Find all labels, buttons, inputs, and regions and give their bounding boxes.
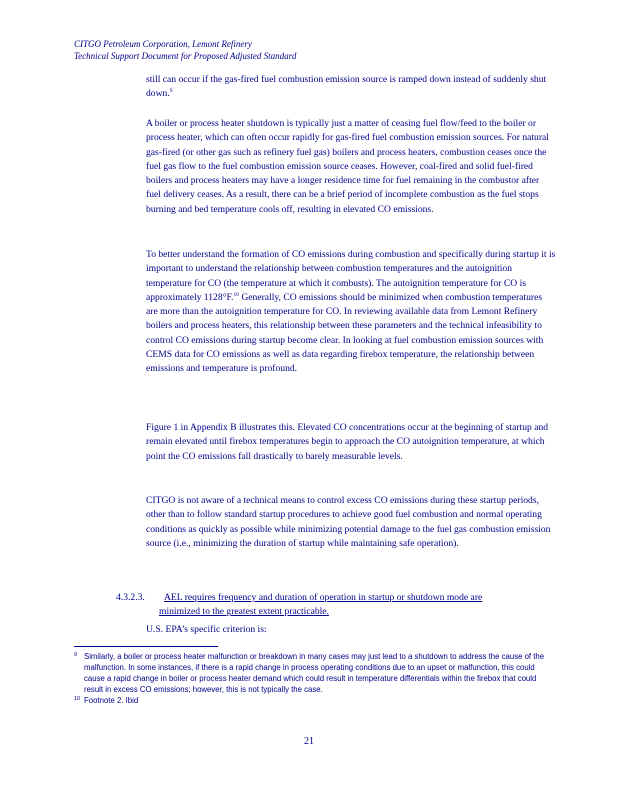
footnotes — [74, 651, 546, 706]
section-number: 4.3.2.3. — [116, 592, 145, 603]
section-title-continued: minimized to the greatest extent practicable. — [159, 606, 329, 618]
footnote-number: 9 — [74, 652, 78, 658]
footnote-item — [74, 651, 546, 695]
paragraph-text: still can occur if the gas-fired fuel combustion emission source is ramped down instead of suddenly shut down. — [146, 74, 547, 100]
footnote-ref-9[interactable]: 9 — [169, 88, 173, 95]
paragraph-text: Generally, CO emissions should be minimized when combustion temperatures are more than the autoignition temperature for CO. In reviewing available data from Lemont Refinery boilers and process heaters, this relationship between these parameters and the technical infeasibility to control CO emissions during startup become clear. In looking at fuel combustion emission sources with CEMS data for CO emissions as well as data regarding firebox temperature, the relationship between emissions and temperature is profound. — [146, 291, 544, 375]
footnote-ref-10[interactable]: 10 — [233, 291, 239, 298]
header-company: CITGO Petroleum Corporation, Lemont Refinery — [74, 39, 252, 49]
section-heading — [116, 591, 556, 620]
section-title: AEL requires frequency and duration of operation in startup or shutdown mode are — [164, 592, 483, 603]
page-number: 21 — [304, 736, 314, 747]
paragraph-autoignition — [146, 248, 556, 377]
footnote-divider — [74, 646, 218, 647]
paragraph-shutdown-description: A boiler or process heater shutdown is typically just a matter of ceasing fuel flow/feed to the boiler or process heater, which can often occur rapidly for gas-fired fuel combustion emission sources. For natural gas-fired (or other gas such as refinery fuel gas) boilers and process heaters, combustion ceases once the fuel gas flow to the fuel combustion emission source ceases. However, coal-fired and solid fuel-fired boilers and process heaters may have a longer residence time for fuel remaining in the combustor after fuel delivery ceases. As a result, there can be a brief period of incomplete combustion as the fuel stops burning and bed temperature cools off, resulting in elevated CO emissions. — [146, 118, 549, 215]
footnote-item — [74, 695, 546, 706]
paragraph-text: To better understand the formation of CO emissions during combustion and specifically during startup it is important to understand the relationship between combustion temperatures and the autoignition temperature for CO (the temperature at which it combusts). The autoignition temperature for CO is approximately 1128°F. — [146, 249, 556, 303]
header-document-title: Technical Support Document for Proposed Adjusted Standard — [74, 51, 297, 61]
paragraph-figure-reference: Figure 1 in Appendix B illustrates this. Elevated CO concentrations occur at the beginning of startup and remain elevated until firebox temperatures begin to approach the CO autoignition temperature, at which point the CO emissions fall drastically to barely measurable levels. — [146, 422, 549, 462]
paragraph-shutdown-continuation — [146, 73, 556, 102]
document-header — [74, 38, 554, 62]
footnote-text: Similarly, a boiler or process heater malfunction or breakdown in many cases may just lead to a shutdown to address the cause of the malfunction. In some instances, if there is a rapid change in process operating conditions due to an upset or malfunction, this could cause a rapid change in boiler or process heater demand which could result in temperature differentials within the firebox that could result in excess CO emissions; however, this is not typically the case. — [84, 652, 545, 695]
footnote-number: 10 — [74, 696, 81, 703]
paragraph-citgo-control: CITGO is not aware of a technical means to control excess CO emissions during these startup periods, other than to follow standard startup procedures to achieve good fuel combustion and normal operating conditions as quickly as possible while minimizing potential damage to the fuel gas combustion emission source (i.e., minimizing the duration of startup while maintaining safe operation). — [146, 495, 551, 549]
criterion-intro: U.S. EPA’s specific criterion is: — [146, 624, 267, 635]
footnote-text: Footnote 2. Ibid — [84, 696, 139, 706]
